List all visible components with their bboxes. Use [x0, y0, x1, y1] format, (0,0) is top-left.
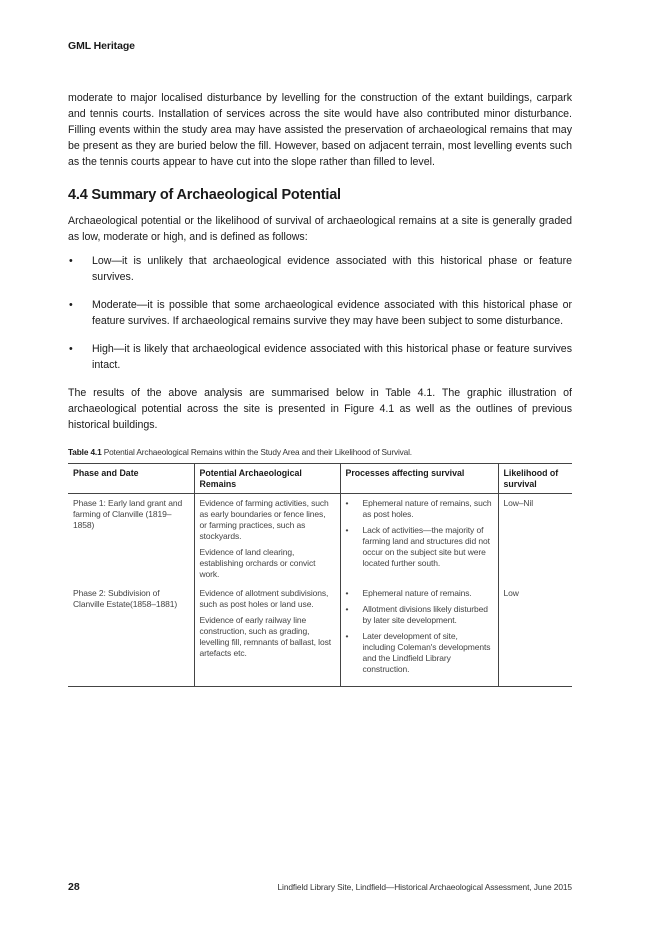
header-phase: Phase and Date — [68, 464, 194, 494]
running-header: GML Heritage — [68, 40, 135, 52]
archaeological-potential-table — [68, 463, 572, 687]
list-item — [346, 631, 493, 675]
bullet-icon: • — [69, 255, 73, 267]
bullet-icon: • — [345, 498, 349, 508]
list-item — [346, 604, 493, 626]
page-number: 28 — [68, 881, 80, 893]
potential-definitions-list — [68, 253, 572, 373]
process-text: Allotment divisions likely disturbed by later site development. — [362, 604, 488, 625]
process-text: Lack of activities—the majority of farming land and structures did not occur on the subject site but were located further south. — [362, 525, 490, 568]
bullet-icon: • — [345, 525, 349, 535]
list-item-moderate — [68, 297, 572, 329]
cell-processes — [340, 584, 498, 687]
list-item-text: Low—it is unlikely that archaeological evidence associated with this historical phase or feature survives. — [92, 255, 572, 283]
table-header-row — [68, 464, 572, 494]
cell-phase: Phase 1: Early land grant and farming of Clanville (1819–1858) — [73, 498, 183, 530]
cell-processes — [340, 494, 498, 585]
list-item — [346, 588, 493, 599]
list-item-text: High—it is likely that archaeological evidence associated with this historical phase or feature survives intact. — [92, 343, 572, 371]
list-item — [346, 498, 493, 520]
table-caption — [68, 447, 572, 457]
processes-list — [346, 588, 493, 675]
table-caption-text: Potential Archaeological Remains within the Study Area and their Likelihood of Survival. — [103, 447, 412, 457]
list-item-high — [68, 341, 572, 373]
bullet-icon: • — [345, 631, 349, 641]
bullet-icon: • — [69, 299, 73, 311]
page-content — [68, 90, 572, 687]
list-item-text: Moderate—it is possible that some archaeological evidence associated with this historical phase or feature survives. If archaeological remains survive they may have been subject to some disturbance. — [92, 299, 572, 327]
footer-document-title: Lindfield Library Site, Lindfield—Historical Archaeological Assessment, June 2015 — [277, 882, 572, 892]
remains-text: Evidence of early railway line construction, such as grading, levelling fill, remnants of ballast, lost artefacts etc. — [199, 615, 331, 658]
processes-list — [346, 498, 493, 569]
remains-text: Evidence of land clearing, establishing orchards or convict work. — [199, 547, 316, 579]
process-text: Ephemeral nature of remains, such as post holes. — [362, 498, 492, 519]
intro-paragraph: moderate to major localised disturbance by levelling for the construction of the extant buildings, carpark and tennis courts. Installation of services across the site would have also contributed minor disturbance. Filling events within the study area may have assisted the preservation of archaeological remains that may be present as they are buried below the fill. However, based on adjacent terrain, most levelling events such as the tennis courts appear to have cut into the slope rather than filled to level. — [68, 92, 572, 168]
table-row — [68, 584, 572, 687]
list-item — [346, 525, 493, 569]
table-caption-label: Table 4.1 — [68, 447, 102, 457]
header-remains: Potential Archaeological Remains — [194, 464, 340, 494]
cell-remains — [194, 494, 340, 585]
table-row — [68, 494, 572, 585]
results-paragraph: The results of the above analysis are summarised below in Table 4.1. The graphic illustration of archaeological potential across the site is presented in Figure 4.1 as well as the outlines of previous historical buildings. — [68, 387, 572, 431]
cell-remains — [194, 584, 340, 687]
remains-text: Evidence of farming activities, such as early boundaries or fence lines, or farming practices, such as stockyards. — [199, 498, 329, 541]
cell-likelihood: Low — [498, 584, 572, 687]
list-item-low — [68, 253, 572, 285]
bullet-icon: • — [345, 604, 349, 614]
bullet-icon: • — [69, 343, 73, 355]
remains-text: Evidence of allotment subdivisions, such as post holes or land use. — [199, 588, 329, 609]
header-processes: Processes affecting survival — [340, 464, 498, 494]
bullet-icon: • — [345, 588, 349, 598]
cell-likelihood: Low–Nil — [498, 494, 572, 585]
section-heading: 4.4 Summary of Archaeological Potential — [68, 187, 341, 203]
process-text: Ephemeral nature of remains. — [362, 588, 472, 598]
process-text: Later development of site, including Coleman's developments and the Lindfield Library construction. — [362, 631, 491, 674]
cell-phase: Phase 2: Subdivision of Clanville Estate(1858–1881) — [68, 584, 194, 687]
header-likelihood: Likelihood of survival — [498, 464, 572, 494]
section-paragraph: Archaeological potential or the likelihood of survival of archaeological remains at a site is generally graded as low, moderate or high, and is defined as follows: — [68, 215, 572, 243]
